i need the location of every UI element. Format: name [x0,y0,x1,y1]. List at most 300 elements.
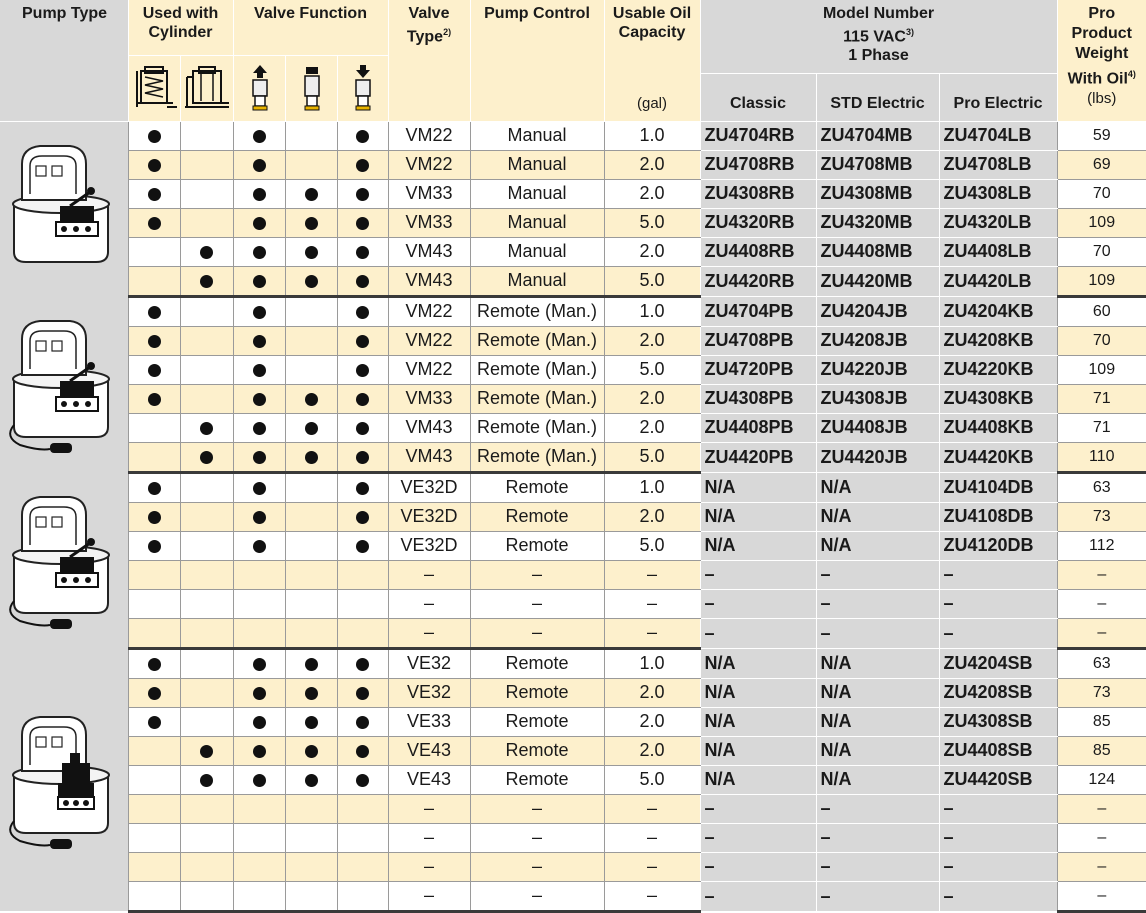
dot-cell-f3 [337,531,388,560]
filled-dot-icon [305,422,318,435]
weight-cell: 59 [1057,121,1146,150]
model-pro-cell: ZU4408SB [939,736,1057,765]
oil-capacity-cell: 1.0 [604,121,700,150]
model-std-cell: ZU4220JB [816,355,939,384]
oil-capacity-cell: 5.0 [604,355,700,384]
model-std-cell: – [816,618,939,648]
filled-dot-icon [253,364,266,377]
weight-cell: 109 [1057,355,1146,384]
dot-cell-f2 [285,823,337,852]
dot-cell-f3 [337,150,388,179]
model-std-cell: – [816,852,939,881]
filled-dot-icon [148,540,161,553]
dot-cell-f2 [285,266,337,296]
header-usable-oil-capacity-text: Usable Oil Capacity [612,5,692,41]
valve-type-cell: – [388,852,470,881]
model-classic-cell: N/A [700,472,816,502]
header-icon-cyl-double [180,55,233,121]
pump-control-cell: – [470,881,604,911]
model-std-cell: ZU4208JB [816,326,939,355]
valve-type-cell: – [388,881,470,911]
filled-dot-icon [356,335,369,348]
filled-dot-icon [356,275,369,288]
model-std-cell: ZU4708MB [816,150,939,179]
filled-dot-icon [200,774,213,787]
valve-type-cell: – [388,560,470,589]
dot-cell-c1 [128,502,180,531]
table-row [0,266,1146,296]
weight-cell: 70 [1057,179,1146,208]
valve-type-cell: VE32D [388,472,470,502]
dot-cell-c2 [180,355,233,384]
valve-type-cell: VE32D [388,531,470,560]
weight-cell: 69 [1057,150,1146,179]
header-pro-weight [1057,0,1146,121]
dot-cell-c2 [180,560,233,589]
model-pro-cell: ZU4204SB [939,648,1057,678]
oil-capacity-cell: – [604,560,700,589]
weight-cell: 70 [1057,237,1146,266]
dot-cell-f3 [337,852,388,881]
model-classic-cell: N/A [700,736,816,765]
model-pro-cell: ZU4204KB [939,296,1057,326]
oil-capacity-cell: 1.0 [604,648,700,678]
dot-cell-f1 [233,707,285,736]
model-std-cell: ZU4204JB [816,296,939,326]
model-pro-cell: ZU4420LB [939,266,1057,296]
model-std-cell: N/A [816,472,939,502]
dot-cell-f3 [337,736,388,765]
dot-cell-f3 [337,881,388,911]
model-classic-cell: ZU4708RB [700,150,816,179]
model-classic-cell: – [700,852,816,881]
dot-cell-f1 [233,502,285,531]
model-pro-cell: ZU4308LB [939,179,1057,208]
dot-cell-c2 [180,384,233,413]
filled-dot-icon [200,275,213,288]
dot-cell-f2 [285,707,337,736]
header-model-voltage-note: 3) [905,27,914,37]
dot-cell-c1 [128,472,180,502]
valve-type-cell: VM43 [388,266,470,296]
filled-dot-icon [305,451,318,464]
model-std-cell: N/A [816,707,939,736]
dot-cell-c1 [128,852,180,881]
model-classic-cell: ZU4420PB [700,442,816,472]
filled-dot-icon [253,482,266,495]
filled-dot-icon [148,364,161,377]
filled-dot-icon [253,306,266,319]
filled-dot-icon [148,217,161,230]
header-icon-valve-advance [233,55,285,121]
model-classic-cell: – [700,560,816,589]
table-header [0,0,1146,121]
dot-cell-c2 [180,326,233,355]
filled-dot-icon [253,217,266,230]
dot-cell-f2 [285,736,337,765]
dot-cell-f2 [285,765,337,794]
model-pro-cell: ZU4120DB [939,531,1057,560]
model-classic-cell: ZU4408PB [700,413,816,442]
table-row [0,852,1146,881]
dot-cell-f1 [233,472,285,502]
dot-cell-f3 [337,296,388,326]
model-classic-cell: ZU4704PB [700,296,816,326]
table-row [0,736,1146,765]
table-row [0,413,1146,442]
model-std-cell: – [816,794,939,823]
dot-cell-f1 [233,794,285,823]
filled-dot-icon [148,335,161,348]
filled-dot-icon [356,482,369,495]
header-icon-valve-hold [285,55,337,121]
pump-control-cell: – [470,852,604,881]
weight-cell: 124 [1057,765,1146,794]
table-row [0,881,1146,911]
dot-cell-c1 [128,442,180,472]
dot-cell-c1 [128,296,180,326]
filled-dot-icon [305,745,318,758]
table-row [0,179,1146,208]
model-std-cell: – [816,823,939,852]
filled-dot-icon [356,306,369,319]
filled-dot-icon [253,393,266,406]
oil-capacity-cell: 5.0 [604,208,700,237]
dot-cell-c2 [180,179,233,208]
model-pro-cell: ZU4708LB [939,150,1057,179]
dot-cell-f3 [337,208,388,237]
pump-manual-valve-icon [0,134,120,284]
dot-cell-f1 [233,823,285,852]
filled-dot-icon [305,275,318,288]
double-acting-cylinder-icon [181,63,234,113]
filled-dot-icon [253,658,266,671]
pump-control-cell: Remote (Man.) [470,326,604,355]
table-row [0,296,1146,326]
model-pro-cell: ZU4108DB [939,502,1057,531]
dot-cell-c2 [180,296,233,326]
header-pro-weight-line1: Pro [1088,5,1116,22]
model-std-cell: ZU4408MB [816,237,939,266]
header-classic: Classic [700,73,816,121]
dot-cell-c1 [128,823,180,852]
header-valve-type-text: Valve Type [406,5,450,46]
pump-remote-electric-valve-icon [0,485,120,635]
dot-cell-c2 [180,707,233,736]
header-model-number-text: Model Number [822,5,935,22]
valve-type-cell: VM22 [388,296,470,326]
model-pro-cell: ZU4420SB [939,765,1057,794]
filled-dot-icon [356,687,369,700]
dot-cell-f1 [233,384,285,413]
weight-cell: 85 [1057,736,1146,765]
pump-image-cell [0,648,128,911]
valve-type-cell: VM22 [388,326,470,355]
pump-control-cell: Remote [470,531,604,560]
dot-cell-f1 [233,413,285,442]
dot-cell-f3 [337,121,388,150]
model-std-cell: – [816,560,939,589]
dot-cell-f2 [285,150,337,179]
pump-control-cell: Remote (Man.) [470,442,604,472]
table-row [0,794,1146,823]
model-classic-cell: – [700,823,816,852]
dot-cell-f3 [337,384,388,413]
filled-dot-icon [305,658,318,671]
dot-cell-c2 [180,618,233,648]
model-classic-cell: – [700,589,816,618]
filled-dot-icon [356,188,369,201]
model-classic-cell: ZU4708PB [700,326,816,355]
model-pro-cell: ZU4208SB [939,678,1057,707]
filled-dot-icon [253,716,266,729]
dot-cell-c2 [180,121,233,150]
filled-dot-icon [356,451,369,464]
dot-cell-c2 [180,823,233,852]
oil-capacity-cell: 5.0 [604,531,700,560]
filled-dot-icon [148,687,161,700]
dot-cell-f2 [285,442,337,472]
dot-cell-f2 [285,326,337,355]
model-classic-cell: ZU4320RB [700,208,816,237]
dot-cell-f1 [233,531,285,560]
table-row [0,472,1146,502]
filled-dot-icon [253,275,266,288]
model-std-cell: ZU4320MB [816,208,939,237]
table-row [0,560,1146,589]
model-std-cell: N/A [816,678,939,707]
weight-cell: 70 [1057,326,1146,355]
dot-cell-f3 [337,442,388,472]
valve-type-cell: VE32D [388,502,470,531]
dot-cell-f3 [337,237,388,266]
filled-dot-icon [253,130,266,143]
dot-cell-f2 [285,560,337,589]
oil-capacity-cell: – [604,618,700,648]
table-row [0,208,1146,237]
weight-cell: 71 [1057,384,1146,413]
oil-capacity-cell: 1.0 [604,296,700,326]
pump-control-cell: Remote (Man.) [470,413,604,442]
dot-cell-f1 [233,208,285,237]
dot-cell-c1 [128,237,180,266]
valve-type-cell: VM22 [388,150,470,179]
table-row [0,823,1146,852]
dot-cell-f2 [285,531,337,560]
header-valve-type [388,0,470,121]
table-row [0,384,1146,413]
dot-cell-f1 [233,296,285,326]
dot-cell-f1 [233,648,285,678]
oil-capacity-cell: 2.0 [604,736,700,765]
dot-cell-c2 [180,150,233,179]
dot-cell-c1 [128,736,180,765]
model-pro-cell: ZU4408KB [939,413,1057,442]
oil-capacity-cell: 2.0 [604,326,700,355]
dot-cell-f3 [337,179,388,208]
filled-dot-icon [148,130,161,143]
oil-capacity-cell: 2.0 [604,179,700,208]
filled-dot-icon [356,774,369,787]
dot-cell-f1 [233,678,285,707]
dot-cell-f2 [285,384,337,413]
model-pro-cell: ZU4220KB [939,355,1057,384]
dot-cell-f2 [285,589,337,618]
pump-control-cell: – [470,823,604,852]
table-body [0,121,1146,911]
filled-dot-icon [356,540,369,553]
model-classic-cell: ZU4704RB [700,121,816,150]
filled-dot-icon [356,130,369,143]
filled-dot-icon [148,188,161,201]
dot-cell-c2 [180,881,233,911]
dot-cell-c2 [180,852,233,881]
dot-cell-c2 [180,266,233,296]
valve-type-cell: – [388,589,470,618]
pump-control-cell: – [470,794,604,823]
model-pro-cell: – [939,794,1057,823]
table-row [0,765,1146,794]
dot-cell-f3 [337,794,388,823]
dot-cell-f2 [285,502,337,531]
dot-cell-c1 [128,618,180,648]
dot-cell-f3 [337,502,388,531]
dot-cell-f3 [337,560,388,589]
header-used-with-cylinder-text: Used with Cylinder [142,5,219,41]
pump-control-cell: Remote [470,648,604,678]
model-std-cell: N/A [816,531,939,560]
oil-capacity-cell: 2.0 [604,678,700,707]
dot-cell-c2 [180,736,233,765]
pump-image-cell [0,296,128,472]
model-classic-cell: N/A [700,765,816,794]
pump-control-cell: Manual [470,237,604,266]
weight-cell: 85 [1057,707,1146,736]
dot-cell-c1 [128,326,180,355]
pump-control-cell: – [470,560,604,589]
model-classic-cell: – [700,794,816,823]
filled-dot-icon [356,658,369,671]
valve-type-cell: VM22 [388,121,470,150]
dot-cell-c2 [180,472,233,502]
header-oil-unit: (gal) [637,94,668,112]
dot-cell-c1 [128,266,180,296]
dot-cell-f1 [233,237,285,266]
model-pro-cell: ZU4104DB [939,472,1057,502]
dot-cell-f1 [233,442,285,472]
table-row [0,355,1146,384]
filled-dot-icon [200,246,213,259]
valve-type-cell: VM43 [388,413,470,442]
filled-dot-icon [356,511,369,524]
model-pro-cell: ZU4308KB [939,384,1057,413]
valve-retract-icon [338,63,389,113]
model-std-cell: ZU4408JB [816,413,939,442]
header-pump-type: Pump Type [0,0,128,121]
pump-control-cell: Remote (Man.) [470,384,604,413]
dot-cell-f2 [285,648,337,678]
valve-type-cell: VE43 [388,765,470,794]
valve-type-cell: – [388,794,470,823]
dot-cell-c1 [128,531,180,560]
dot-cell-f1 [233,150,285,179]
model-pro-cell: ZU4420KB [939,442,1057,472]
filled-dot-icon [148,159,161,172]
table-row [0,618,1146,648]
filled-dot-icon [253,745,266,758]
filled-dot-icon [356,393,369,406]
model-std-cell: N/A [816,502,939,531]
header-model-voltage: 115 VAC [843,28,906,46]
dot-cell-f3 [337,765,388,794]
dot-cell-f2 [285,794,337,823]
dot-cell-f2 [285,208,337,237]
weight-cell: – [1057,560,1146,589]
model-std-cell: ZU4308JB [816,384,939,413]
oil-capacity-cell: 2.0 [604,150,700,179]
oil-capacity-cell: – [604,589,700,618]
dot-cell-c2 [180,208,233,237]
model-classic-cell: N/A [700,502,816,531]
oil-capacity-cell: – [604,823,700,852]
header-std-electric: STD Electric [816,73,939,121]
dot-cell-f2 [285,413,337,442]
oil-capacity-cell: 5.0 [604,266,700,296]
weight-cell: – [1057,852,1146,881]
dot-cell-f2 [285,296,337,326]
model-pro-cell: – [939,881,1057,911]
dot-cell-f1 [233,326,285,355]
valve-type-cell: VE43 [388,736,470,765]
valve-type-cell: VE33 [388,707,470,736]
model-pro-cell: ZU4408LB [939,237,1057,266]
dot-cell-f3 [337,678,388,707]
model-pro-cell: ZU4320LB [939,208,1057,237]
oil-capacity-cell: – [604,881,700,911]
filled-dot-icon [148,393,161,406]
weight-cell: 71 [1057,413,1146,442]
pump-control-cell: Remote [470,765,604,794]
valve-type-cell: – [388,618,470,648]
filled-dot-icon [148,306,161,319]
filled-dot-icon [200,422,213,435]
model-std-cell: ZU4420JB [816,442,939,472]
filled-dot-icon [253,774,266,787]
single-acting-cylinder-icon [129,63,181,113]
header-pro-electric: Pro Electric [939,73,1057,121]
weight-cell: – [1057,881,1146,911]
table-row [0,648,1146,678]
filled-dot-icon [305,217,318,230]
dot-cell-c1 [128,794,180,823]
dot-cell-c1 [128,648,180,678]
filled-dot-icon [305,246,318,259]
valve-type-cell: VM33 [388,208,470,237]
valve-type-cell: VM33 [388,179,470,208]
valve-type-cell: VE32 [388,648,470,678]
table-row [0,326,1146,355]
dot-cell-f1 [233,121,285,150]
filled-dot-icon [253,687,266,700]
model-classic-cell: ZU4420RB [700,266,816,296]
pump-control-cell: Manual [470,121,604,150]
dot-cell-f1 [233,765,285,794]
header-valve-function: Valve Function [233,0,388,55]
header-usable-oil-capacity [604,0,700,121]
valve-type-cell: VM33 [388,384,470,413]
model-classic-cell: ZU4308RB [700,179,816,208]
filled-dot-icon [305,774,318,787]
